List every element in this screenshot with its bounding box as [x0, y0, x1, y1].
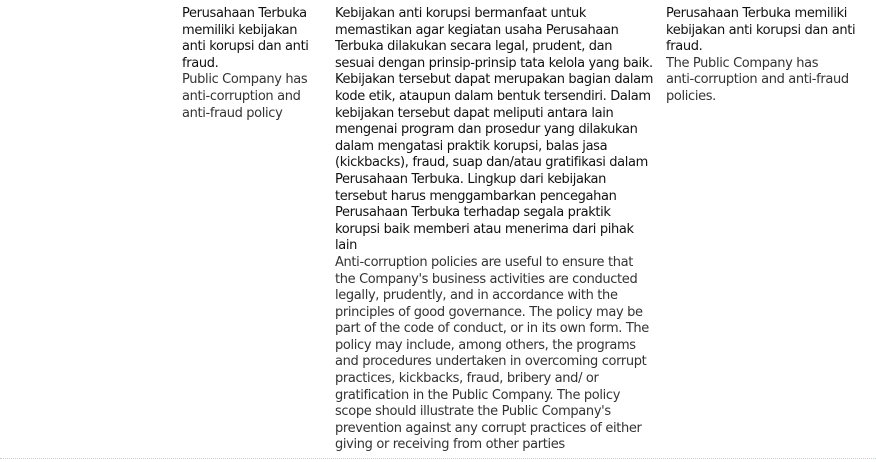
explanation-text-id: Kebijakan anti korupsi bermanfaat untuk memastikan agar kegiatan usaha Perusahaan Terbuka dilakukan secara legal, prudent, dan sesuai dengan prinsip-prinsip tata kelola yang baik. Kebijakan tersebut dapat merupakan bagian dalam kode etik, ataupun dalam bentuk tersendiri. Dalam kebijakan tersebut dapat meliputi antara lain mengenai program dan prosedur yang dilakukan dalam mengatasi praktik korupsi, balas jasa (kickbacks), fraud, suap dan/atau gratifikasi dalam Perusahaan Terbuka. Lingkup dari kebijakan tersebut harus menggambarkan pencegahan Perusahaan Terbuka terhadap segala praktik korupsi baik memberi atau menerima dari pihak lain — [335, 6, 654, 254]
explanation-text-en: Anti-corruption policies are useful to ensure that the Company's business activities are conducted legally, prudently, and in accordance with the principles of good governance. The policy may be part of the code of conduct, or in its own form. The policy may include, among others, the programs and procedures undertaken in overcoming corrupt practices, kickbacks, fraud, bribery and/ or gratification in the Public Company. The policy scope should illustrate the Public Company's prevention against any corrupt practices of either giving or receiving from other parties — [335, 254, 649, 453]
explanation-cell — [335, 6, 655, 454]
criteria-text-id: Perusahaan Terbuka memiliki kebijakan anti korupsi dan anti fraud. — [182, 6, 309, 71]
criteria-cell — [182, 6, 322, 122]
implementation-text-en: The Public Company has anti-corruption and anti-fraud policies. — [666, 55, 849, 104]
implementation-text-id: Perusahaan Terbuka memiliki kebijakan anti korupsi dan anti fraud. — [666, 6, 856, 55]
row-divider — [0, 458, 876, 459]
criteria-text-en: Public Company has anti-corruption and anti-fraud policy — [182, 72, 308, 121]
implementation-cell — [666, 6, 866, 106]
